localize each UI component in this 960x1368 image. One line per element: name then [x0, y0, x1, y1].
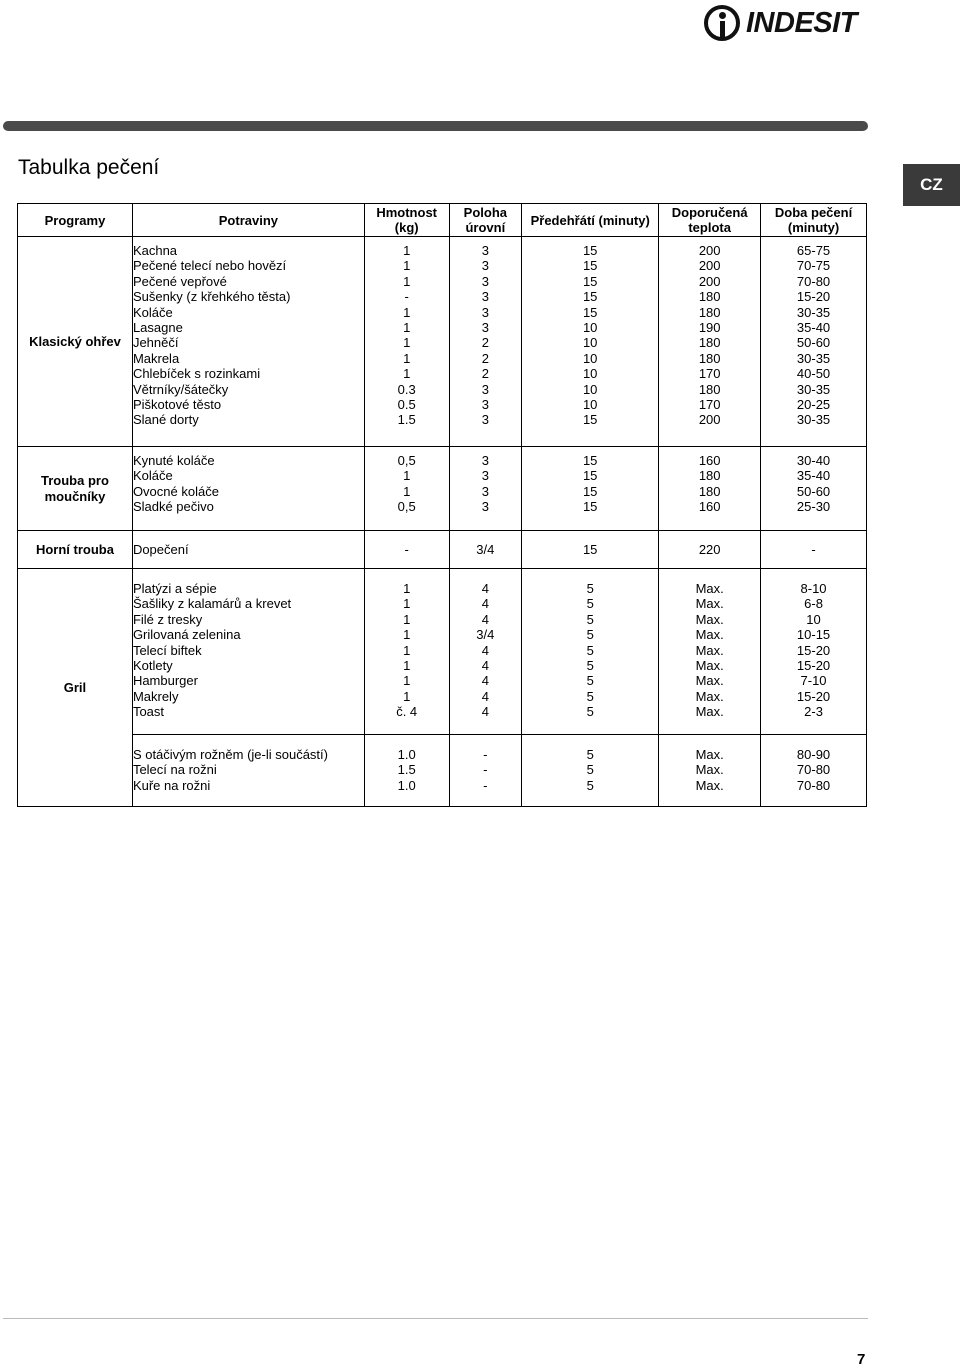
cell-temp: Max. [695, 777, 724, 793]
col-weight [364, 531, 449, 569]
cell-time: 35-40 [796, 319, 831, 335]
cell-weight: 1 [403, 468, 411, 484]
cell-time: 70-75 [796, 258, 831, 274]
cell-time: 7-10 [800, 673, 827, 689]
cell-weight: č. 4 [396, 704, 418, 720]
cell-level: 4 [481, 611, 489, 627]
cell-time: 20-25 [796, 396, 831, 412]
cell-preheat: 10 [582, 319, 598, 335]
cell-weight: 1.0 [397, 777, 416, 793]
cell-weight: 1 [403, 273, 411, 289]
brand-name: INDESIT [746, 6, 857, 39]
cell-preheat: 5 [586, 627, 594, 643]
cell-level: 4 [481, 596, 489, 612]
cell-time: 10-15 [796, 627, 831, 643]
cell-temp: 180 [698, 350, 721, 366]
table-section-row [18, 531, 867, 569]
cell-time: 15-20 [796, 642, 831, 658]
cell-preheat: 15 [582, 258, 598, 274]
header-weight: Hmotnost (kg) [364, 204, 449, 237]
col-weight [364, 237, 449, 447]
indesit-logo [704, 0, 857, 46]
cell-preheat: 15 [582, 453, 598, 468]
cell-preheat: 10 [582, 335, 598, 351]
cell-level: 3 [481, 304, 489, 320]
cell-temp: Max. [695, 747, 724, 762]
cell-preheat: 15 [582, 483, 598, 499]
cell-level: 4 [481, 581, 489, 596]
header-preheat: Předehřátí (minuty) [522, 204, 659, 237]
cell-food: Dopečení [132, 541, 189, 557]
table-section-row [18, 447, 867, 531]
cell-preheat: 5 [586, 747, 594, 762]
cell-temp: 160 [698, 499, 721, 515]
cell-temp: Max. [695, 762, 724, 778]
cell-food: Větrníky/šátečky [132, 381, 229, 397]
cell-time: 30-40 [796, 453, 831, 468]
cell-time: 25-30 [796, 499, 831, 515]
table-section-row [18, 237, 867, 447]
cell-temp: 180 [698, 304, 721, 320]
cell-food: Jehněčí [132, 335, 179, 351]
header-level: Poloha úrovní [449, 204, 522, 237]
col-temp [659, 531, 761, 569]
cell-time: 80-90 [796, 747, 831, 762]
cell-level: 3 [481, 289, 489, 305]
cell-preheat: 15 [582, 243, 598, 258]
col-preheat [522, 569, 659, 735]
cell-level: 2 [481, 335, 489, 351]
cell-level: 3 [481, 483, 489, 499]
cell-time: 65-75 [796, 243, 831, 258]
cell-preheat: 10 [582, 381, 598, 397]
col-temp [659, 447, 761, 531]
cell-preheat: 5 [586, 611, 594, 627]
cell-weight: 0,5 [397, 453, 416, 468]
cell-weight: 1 [403, 657, 411, 673]
cell-time: 6-8 [804, 596, 823, 612]
cell-weight: - [404, 289, 409, 305]
cell-time: 70-80 [796, 777, 831, 793]
cell-level: 2 [481, 350, 489, 366]
cell-preheat: 5 [586, 704, 594, 720]
cell-weight: 1 [403, 611, 411, 627]
cell-food: Hamburger [132, 673, 198, 689]
col-temp [659, 735, 761, 807]
cell-time: 10 [806, 611, 821, 627]
cell-weight: 1 [403, 366, 411, 382]
cell-preheat: 10 [582, 350, 598, 366]
cell-level: 3 [481, 319, 489, 335]
cell-preheat: 15 [582, 412, 598, 428]
cell-food: Koláče [132, 468, 173, 484]
cell-preheat: 5 [586, 762, 594, 778]
cell-weight: - [404, 541, 409, 557]
cell-time: 40-50 [796, 366, 831, 382]
cell-temp: Max. [695, 642, 724, 658]
cell-level: 3 [481, 468, 489, 484]
col-temp [659, 237, 761, 447]
program-name: Trouba pro moučníky [18, 447, 133, 531]
cell-weight: 1 [403, 596, 411, 612]
cell-weight: 0,5 [397, 499, 416, 515]
cell-level: 4 [481, 688, 489, 704]
col-time [761, 531, 867, 569]
cell-food: Telecí na rožni [132, 762, 217, 778]
cell-time: 50-60 [796, 483, 831, 499]
cell-time: 15-20 [796, 289, 831, 305]
col-preheat [522, 237, 659, 447]
page-title: Tabulka pečení [18, 156, 160, 179]
cell-level: - [483, 777, 488, 793]
col-level [449, 447, 522, 531]
col-weight [364, 569, 449, 735]
cell-food: Platýzi a sépie [132, 581, 217, 596]
cell-preheat: 15 [582, 541, 598, 557]
cell-weight: 1 [403, 335, 411, 351]
cell-weight: 0.5 [397, 396, 416, 412]
cell-temp: 200 [698, 273, 721, 289]
col-time [761, 735, 867, 807]
cell-preheat: 10 [582, 366, 598, 382]
cell-food: Kuře na rožni [132, 777, 211, 793]
cell-time: 30-35 [796, 350, 831, 366]
col-level [449, 237, 522, 447]
col-preheat [522, 735, 659, 807]
cell-food: Kachna [132, 243, 178, 258]
table-header-row [18, 204, 867, 237]
cell-temp: Max. [695, 673, 724, 689]
cell-temp: Max. [695, 596, 724, 612]
cell-food: Grilovaná zelenina [132, 627, 241, 643]
col-temp [659, 569, 761, 735]
cell-level: 3 [481, 381, 489, 397]
cell-food: Piškotové těsto [132, 396, 222, 412]
cell-time: 2-3 [804, 704, 823, 720]
cell-level: 3 [481, 453, 489, 468]
cell-temp: 180 [698, 468, 721, 484]
cell-temp: 160 [698, 453, 721, 468]
cell-weight: 1 [403, 304, 411, 320]
cell-level: 3/4 [476, 541, 495, 557]
cell-level: 3 [481, 499, 489, 515]
cell-level: 3 [481, 396, 489, 412]
cell-weight: 1 [403, 581, 411, 596]
header-time: Doba pečení (minuty) [761, 204, 867, 237]
cell-preheat: 15 [582, 273, 598, 289]
cell-food: Makrely [132, 688, 179, 704]
col-preheat [522, 531, 659, 569]
page-number: 7 [857, 1351, 866, 1368]
col-level [449, 735, 522, 807]
cell-food: Šašliky z kalamárů a krevet [132, 596, 292, 612]
cell-time: - [811, 541, 816, 557]
cell-weight: 1 [403, 243, 411, 258]
col-time [761, 237, 867, 447]
cell-weight: 0.3 [397, 381, 416, 397]
cell-preheat: 5 [586, 688, 594, 704]
cell-preheat: 15 [582, 499, 598, 515]
program-name: Klasický ohřev [18, 237, 133, 447]
cell-weight: 1.0 [397, 747, 416, 762]
header-food: Potraviny [132, 204, 364, 237]
cell-temp: 190 [698, 319, 721, 335]
cell-level: 2 [481, 366, 489, 382]
cell-preheat: 15 [582, 289, 598, 305]
col-level [449, 569, 522, 735]
cell-temp: Max. [695, 581, 724, 596]
cell-temp: Max. [695, 657, 724, 673]
cell-level: 4 [481, 642, 489, 658]
cell-time: 50-60 [796, 335, 831, 351]
col-food [132, 531, 364, 569]
cell-temp: 180 [698, 381, 721, 397]
cell-preheat: 5 [586, 777, 594, 793]
cell-weight: 1 [403, 483, 411, 499]
cell-food: Toast [132, 704, 165, 720]
cell-temp: 180 [698, 483, 721, 499]
cell-food: Pečené telecí nebo hovězí [132, 258, 287, 274]
cell-temp: 180 [698, 289, 721, 305]
cell-preheat: 5 [586, 673, 594, 689]
cell-level: 3 [481, 412, 489, 428]
cell-weight: 1 [403, 673, 411, 689]
cell-time: 15-20 [796, 688, 831, 704]
cell-weight: 1 [403, 319, 411, 335]
cell-level: 3 [481, 258, 489, 274]
cell-food: Lasagne [132, 319, 183, 335]
cell-food: S otáčivým rožněm (je-li součástí) [132, 747, 328, 762]
col-food [132, 735, 364, 807]
cell-temp: 180 [698, 335, 721, 351]
cell-temp: 220 [698, 541, 721, 557]
cell-food: Kotlety [132, 657, 173, 673]
cell-level: 4 [481, 704, 489, 720]
cell-weight: 1 [403, 350, 411, 366]
cell-temp: Max. [695, 627, 724, 643]
cell-food: Sušenky (z křehkého těsta) [132, 289, 291, 305]
cell-weight: 1 [403, 642, 411, 658]
cell-preheat: 10 [582, 396, 598, 412]
cell-preheat: 15 [582, 304, 598, 320]
cell-food: Makrela [132, 350, 180, 366]
cell-time: 30-35 [796, 412, 831, 428]
cell-temp: 170 [698, 396, 721, 412]
cell-level: 3 [481, 243, 489, 258]
col-preheat [522, 447, 659, 531]
col-weight [364, 447, 449, 531]
footer-rule [3, 1318, 868, 1319]
program-name: Gril [18, 569, 133, 807]
cell-level: - [483, 747, 488, 762]
cell-level: - [483, 762, 488, 778]
cell-temp: 200 [698, 243, 721, 258]
table-section-row [18, 735, 867, 807]
col-food [132, 237, 364, 447]
col-time [761, 447, 867, 531]
cell-food: Filé z tresky [132, 611, 203, 627]
cell-temp: 200 [698, 412, 721, 428]
cell-preheat: 5 [586, 581, 594, 596]
cell-temp: Max. [695, 704, 724, 720]
cell-time: 70-80 [796, 273, 831, 289]
col-food [132, 447, 364, 531]
cell-food: Telecí biftek [132, 642, 202, 658]
cell-preheat: 5 [586, 657, 594, 673]
cell-time: 35-40 [796, 468, 831, 484]
cell-food: Sladké pečivo [132, 499, 214, 515]
col-food [132, 569, 364, 735]
cell-preheat: 5 [586, 596, 594, 612]
cell-weight: 1 [403, 688, 411, 704]
cell-time: 15-20 [796, 657, 831, 673]
cell-food: Chlebíček s rozinkami [132, 366, 261, 382]
cell-food: Slané dorty [132, 412, 199, 428]
cell-level: 3/4 [476, 627, 495, 643]
cell-food: Pečené vepřové [132, 273, 227, 289]
cell-temp: Max. [695, 611, 724, 627]
cell-food: Kynuté koláče [132, 453, 215, 468]
program-name: Horní trouba [18, 531, 133, 569]
cell-level: 3 [481, 273, 489, 289]
col-time [761, 569, 867, 735]
cell-time: 8-10 [800, 581, 827, 596]
cell-temp: 200 [698, 258, 721, 274]
cell-weight: 1.5 [397, 762, 416, 778]
cell-food: Ovocné koláče [132, 483, 219, 499]
col-level [449, 531, 522, 569]
header-temp: Doporučená teplota [659, 204, 761, 237]
indesit-i-logo-icon [704, 5, 740, 41]
cell-preheat: 5 [586, 642, 594, 658]
header-program: Programy [18, 204, 133, 237]
header-rule [3, 121, 868, 131]
cell-time: 70-80 [796, 762, 831, 778]
cell-preheat: 15 [582, 468, 598, 484]
cell-food: Koláče [132, 304, 173, 320]
cell-weight: 1 [403, 627, 411, 643]
language-tab: CZ [903, 164, 960, 206]
cell-level: 4 [481, 657, 489, 673]
cell-temp: 170 [698, 366, 721, 382]
cell-temp: Max. [695, 688, 724, 704]
cell-time: 30-35 [796, 304, 831, 320]
cell-weight: 1 [403, 258, 411, 274]
table-section-row [18, 569, 867, 735]
cell-time: 30-35 [796, 381, 831, 397]
cell-level: 4 [481, 673, 489, 689]
col-weight [364, 735, 449, 807]
cell-weight: 1.5 [397, 412, 416, 428]
baking-table [17, 203, 867, 807]
